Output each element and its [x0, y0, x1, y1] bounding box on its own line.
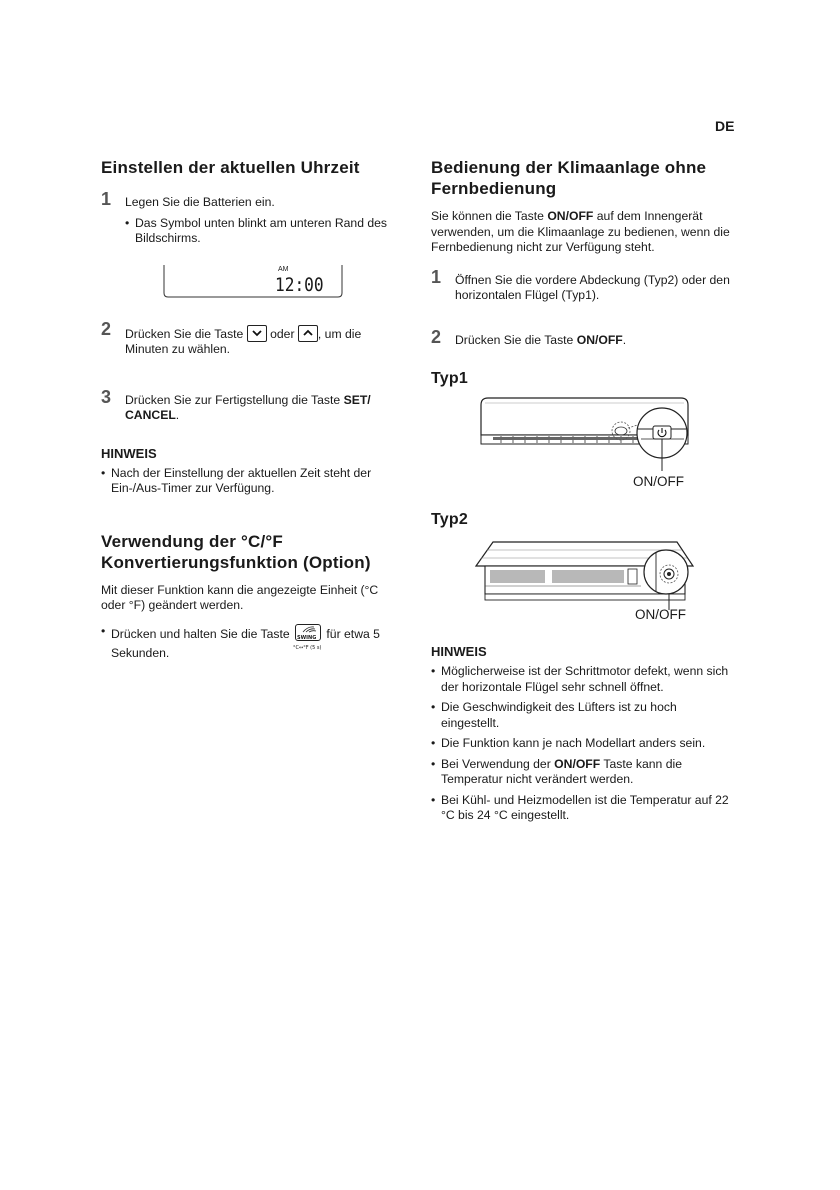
- clock-step-1: [101, 189, 401, 211]
- step-text: Legen Sie die Batterien ein.: [125, 195, 275, 209]
- clock-section-title: Einstellen der aktuellen Uhrzeit: [101, 158, 360, 177]
- convert-intro: Mit dieser Funktion kann die angezeigte Einheit (°C oder °F) geändert werden.: [101, 582, 379, 612]
- swing-key-sublabel: °C↔°F (5 s): [293, 644, 322, 651]
- typ1-diagram: [431, 395, 701, 495]
- lcd-time: 12:00: [275, 273, 324, 296]
- note-item: • Bei Verwendung der ON/OFF Taste kann die Temperatur nicht verändert werden.: [431, 757, 733, 788]
- manual-step-1: 1 Öffnen Sie die vordere Abdeckung (Typ2) oder den horizontalen Flügel (Typ1).: [431, 266, 730, 302]
- manual-note-title: HINWEIS: [431, 644, 487, 659]
- step-number: 2: [101, 318, 112, 339]
- power-icon: [667, 572, 671, 576]
- note-item: • Möglicherweise ist der Schrittmotor defekt, wenn sich der horizontale Flügel sehr schnell öffnet.: [431, 664, 733, 695]
- typ1-on-off-label: ON/OFF: [633, 474, 684, 489]
- swing-key-button: [293, 624, 323, 651]
- manual-operation-title: Bedienung der Klimaanlage ohne Fernbedienung: [431, 158, 707, 198]
- manual-note-list: [431, 664, 741, 824]
- right-column: [431, 157, 741, 829]
- up-key-button: [298, 325, 318, 342]
- language-code: DE: [715, 118, 735, 134]
- note-item: • Bei Kühl- und Heizmodellen ist die Temperatur auf 22 °C bis 24 °C eingestellt.: [431, 793, 733, 824]
- lcd-am-indicator: AM: [278, 265, 289, 273]
- swing-key-label: SWING: [297, 634, 317, 641]
- typ2-diagram: [431, 536, 701, 626]
- step-number: 3: [101, 386, 112, 407]
- clock-note-title: HINWEIS: [101, 445, 157, 461]
- step-number: 1: [431, 266, 442, 287]
- typ1-title: Typ1: [431, 370, 468, 387]
- lcd-display: [163, 265, 343, 298]
- set-cancel-key: SET/ CANCEL: [125, 392, 371, 422]
- on-off-key: ON/OFF: [576, 332, 623, 347]
- clock-step-3: 3 Drücken Sie zur Fertigstellung die Taste SET/ CANCEL.: [101, 386, 371, 422]
- clock-note-bullet: • Nach der Einstellung der aktuellen Zeit steht der Ein-/Aus-Timer zur Verfügung.: [101, 466, 403, 497]
- step-number: 1: [101, 189, 112, 209]
- convert-bullet: • Drücken und halten Sie die Taste SWING °C↔°F (5 s) für etwa 5 Sekunden.: [101, 624, 411, 662]
- note-item: • Die Geschwindigkeit des Lüfters ist zu hoch eingestellt.: [431, 700, 733, 731]
- convert-section-title: Verwendung der °C/°F Konvertierungsfunktion (Option): [101, 531, 371, 572]
- clock-step-2: 2 Drücken Sie die Taste oder , um die Minuten zu wählen.: [101, 318, 362, 356]
- left-column: [101, 157, 401, 661]
- chevron-up-icon: [299, 326, 317, 341]
- chevron-down-icon: [248, 326, 266, 341]
- clock-step-1-bullet: • Das Symbol unten blinkt am unteren Rand des Bildschirms.: [125, 216, 397, 247]
- note-item: • Die Funktion kann je nach Modellart anders sein.: [431, 736, 741, 752]
- step-number: 2: [431, 326, 442, 347]
- typ2-on-off-label: ON/OFF: [635, 607, 686, 622]
- manual-step-2: 2 Drücken Sie die Taste ON/OFF.: [431, 326, 627, 347]
- manual-operation-intro: Sie können die Taste ON/OFF auf dem Innengerät verwenden, um die Klimaanlage zu bedienen, wenn die Fernbedienung nicht zur Verfügung steht.: [431, 209, 730, 254]
- down-key-button: [247, 325, 267, 342]
- typ2-title: Typ2: [431, 511, 468, 528]
